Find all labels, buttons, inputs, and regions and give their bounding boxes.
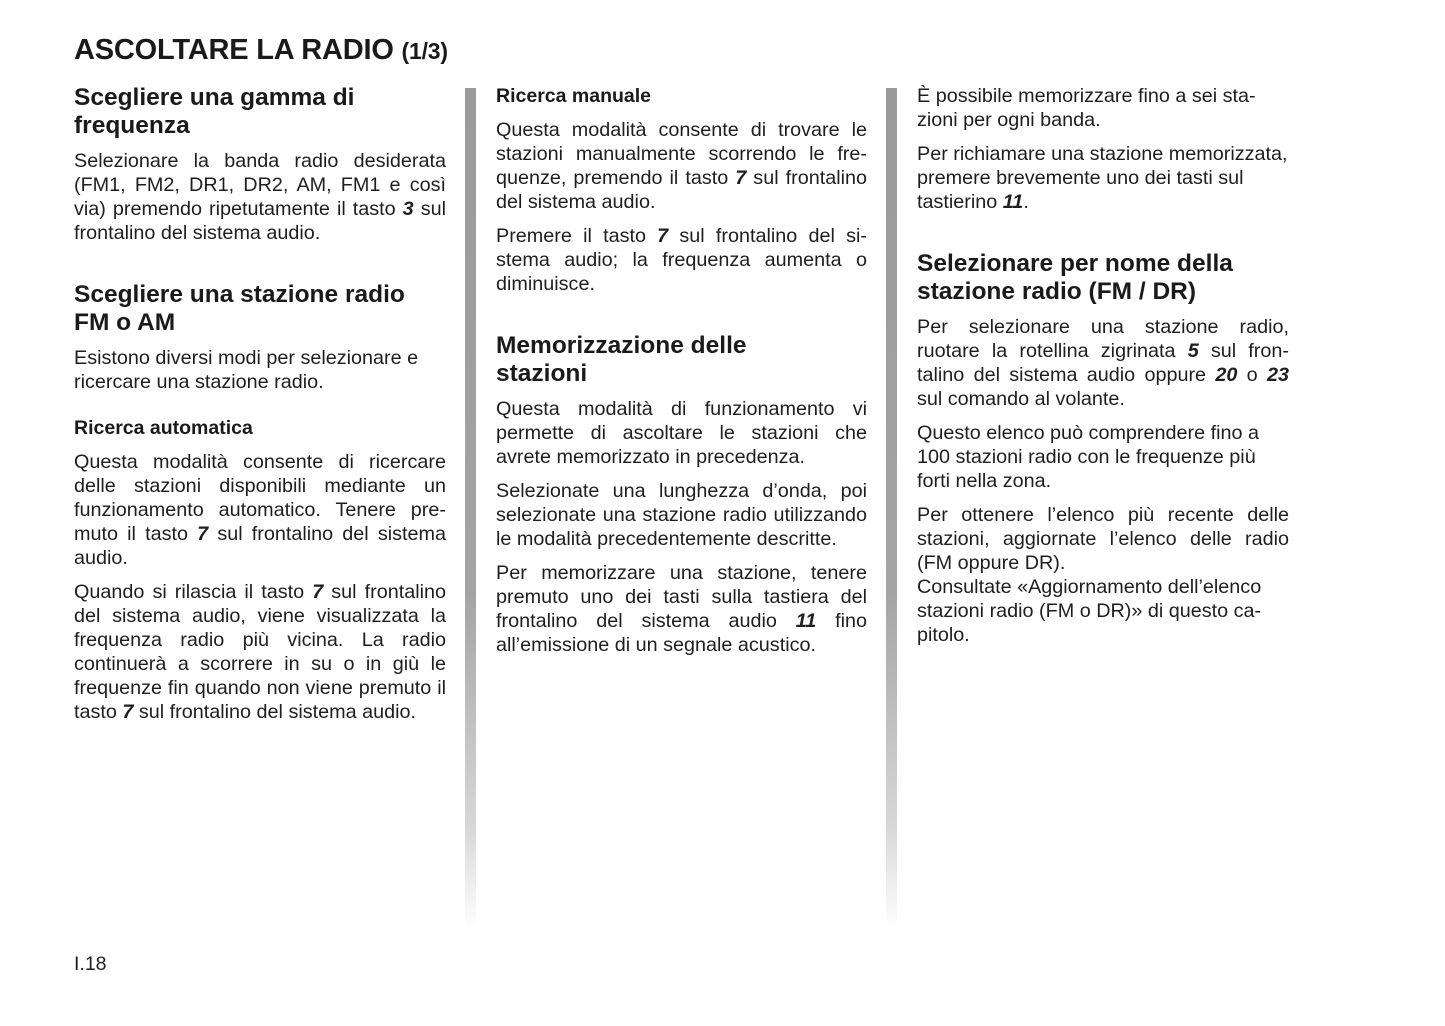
key-ref-23: 23	[1266, 364, 1289, 386]
paragraph-recall-station: Per richiamare una stazione memorizzata, premere brevemente uno dei tasti sul tastierino 11.	[917, 143, 1288, 213]
heading-memorization: Memorizzazione delle stazioni	[496, 332, 747, 387]
paragraph-memory-limit: È possibile memorizzare fino a sei stazioni per ogni banda.	[917, 85, 1256, 131]
column-divider-left	[465, 88, 476, 930]
column-2	[496, 84, 867, 667]
key-ref-20: 20	[1215, 364, 1238, 386]
column-divider-right	[886, 88, 897, 930]
paragraph-manual-search: Questa modalità consente di trovare le stazioni manualmente scorrendo le frequenze, premendo il tasto 7 sul frontalino del sistema audio.	[496, 119, 867, 213]
key-ref-5: 5	[1187, 340, 1199, 362]
paragraph-memorization-select: Selezionate una lunghezza d’onda, poi selezionate una stazione radio utilizzando le modalità precedentemente descritte.	[496, 480, 867, 550]
page-title	[74, 34, 448, 67]
paragraph-list-capacity: Questo elenco può comprendere fino a 100 stazioni radio con le frequenze più forti nella zona.	[917, 422, 1259, 492]
page-title-text: ASCOLTARE LA RADIO	[74, 34, 394, 66]
key-ref-7: 7	[197, 523, 209, 545]
paragraph-select-by-name: Per selezionare una stazione radio, ruotare la rotellina zigrinata 5 sul frontalino del sistema audio oppure 20 o 23 sul comando al volante.	[917, 316, 1289, 410]
heading-select-by-name: Selezionare per nome della stazione radio (FM / DR)	[917, 250, 1233, 305]
paragraph-memorization-store: Per memorizzare una stazione, tenere premuto uno dei tasti sulla tastiera del frontalino del sistema audio 11 fino all’emissione di un segnale acustico.	[496, 562, 868, 656]
paragraph-station-methods: Esistono diversi modi per selezionare e ricercare una stazione radio.	[74, 347, 419, 393]
heading-station-fm-am: Scegliere una stazione radio FM o AM	[74, 281, 405, 336]
heading-frequency-band: Scegliere una gamma di frequenza	[74, 84, 355, 139]
page-part-indicator: (1/3)	[401, 38, 448, 64]
column-3	[917, 84, 1289, 657]
heading-auto-search: Ricerca automatica	[74, 417, 253, 439]
paragraph-memorization-intro: Questa modalità di funzionamento vi permette di ascoltare le stazioni che avrete memorizzato in precedenza.	[496, 398, 867, 468]
page-number: I.18	[74, 953, 107, 975]
key-ref-11: 11	[795, 610, 817, 632]
key-ref-7: 7	[122, 701, 134, 723]
key-ref-7: 7	[312, 581, 324, 603]
paragraph-frequency-band: Selezionare la banda radio desiderata (FM1, FM2, DR1, DR2, AM, FM1 e così via) premendo ripetutamente il tasto 3 sul frontalino del sistema audio.	[74, 150, 446, 244]
key-ref-11: 11	[1002, 191, 1024, 213]
paragraph-list-update: Per ottenere l’elenco più recente delle stazioni, aggiornate l’elenco delle radio (FM oppure DR).	[917, 504, 1289, 574]
paragraph-auto-search-release: Quando si rilascia il tasto 7 sul frontalino del sistema audio, viene visualizzata la frequenza radio più vicina. La radio continuerà a scorrere in su o in giù le frequenze fin quando non viene premuto il tasto 7 sul frontalino del sistema audio.	[74, 581, 446, 723]
paragraph-manual-press: Premere il tasto 7 sul frontalino del sistema audio; la frequenza aumenta o diminuisce.	[496, 225, 867, 295]
key-ref-7: 7	[657, 225, 669, 247]
paragraph-list-reference: Consultate «Aggiornamento dell’elenco stazioni radio (FM o DR)» di questo capitolo.	[917, 576, 1262, 646]
column-1	[74, 84, 446, 734]
heading-manual-search: Ricerca manuale	[496, 85, 652, 107]
paragraph-auto-search: Questa modalità consente di ricercare delle stazioni disponibili mediante un funzionamento automatico. Tenere premuto il tasto 7 sul frontalino del sistema audio.	[74, 451, 447, 569]
key-ref-7: 7	[735, 167, 747, 189]
key-ref-3: 3	[402, 198, 414, 220]
